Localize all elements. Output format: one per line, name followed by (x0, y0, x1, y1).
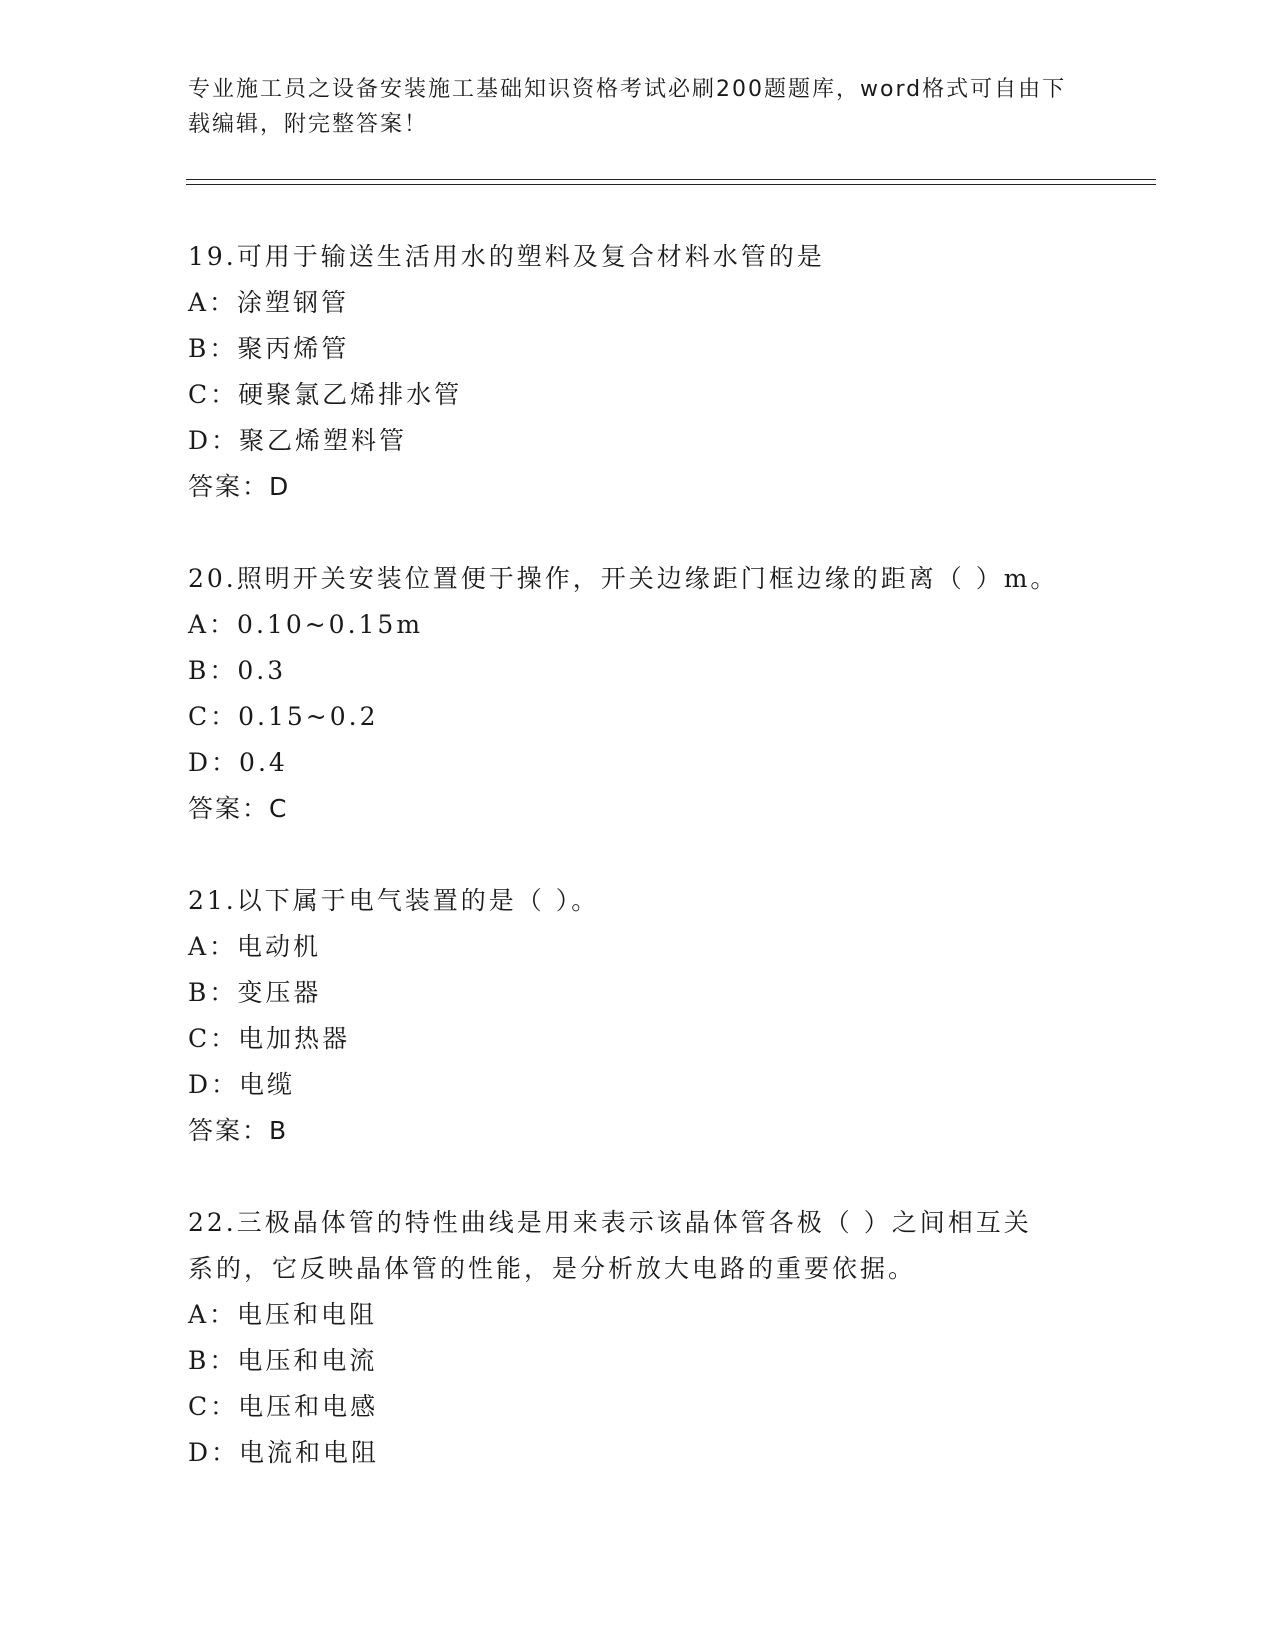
option-d: D：0.4 (188, 748, 288, 777)
option-a: A：涂塑钢管 (188, 288, 350, 317)
option-b: B：电压和电流 (188, 1346, 378, 1375)
question-stem: 21.以下属于电气装置的是（ ）。 (188, 886, 600, 915)
question-22 (188, 1200, 1088, 1476)
question-stem: 20.照明开关安装位置便于操作，开关边缘距门框边缘的距离（ ）m。 (188, 564, 1059, 593)
option-b: B：变压器 (188, 978, 322, 1007)
question-stem-line-1: 22.三极晶体管的特性曲线是用来表示该晶体管各极（ ）之间相互关 (188, 1208, 1032, 1237)
question-21 (188, 878, 1088, 1154)
option-b: B：0.3 (188, 656, 287, 685)
document-header: 专业施工员之设备安装施工基础知识资格考试必刷200题题库，word格式可自由下载编辑，附完整答案！ (188, 77, 1067, 137)
question-19 (188, 234, 1088, 510)
option-a: A：电压和电阻 (188, 1300, 378, 1329)
option-c: C：硬聚氯乙烯排水管 (188, 380, 463, 409)
answer: 答案：D (188, 472, 291, 501)
option-a: A：电动机 (188, 932, 322, 961)
option-d: D：电缆 (188, 1070, 296, 1099)
option-b: B：聚丙烯管 (188, 334, 350, 363)
option-c: C：0.15~0.2 (188, 702, 379, 731)
option-d: D：聚乙烯塑料管 (188, 426, 408, 455)
question-stem-line-2: 系的，它反映晶体管的性能，是分析放大电路的重要依据。 (188, 1254, 917, 1283)
question-stem: 19.可用于输送生活用水的塑料及复合材料水管的是 (188, 242, 825, 271)
header-divider-top (186, 179, 1156, 180)
answer: 答案：B (188, 1116, 289, 1145)
header-divider-bottom (186, 184, 1156, 185)
answer: 答案：C (188, 794, 289, 823)
option-a: A：0.10~0.15m (188, 610, 424, 639)
question-20 (188, 556, 1088, 832)
option-d: D：电流和电阻 (188, 1438, 380, 1467)
option-c: C：电加热器 (188, 1024, 351, 1053)
option-c: C：电压和电感 (188, 1392, 379, 1421)
